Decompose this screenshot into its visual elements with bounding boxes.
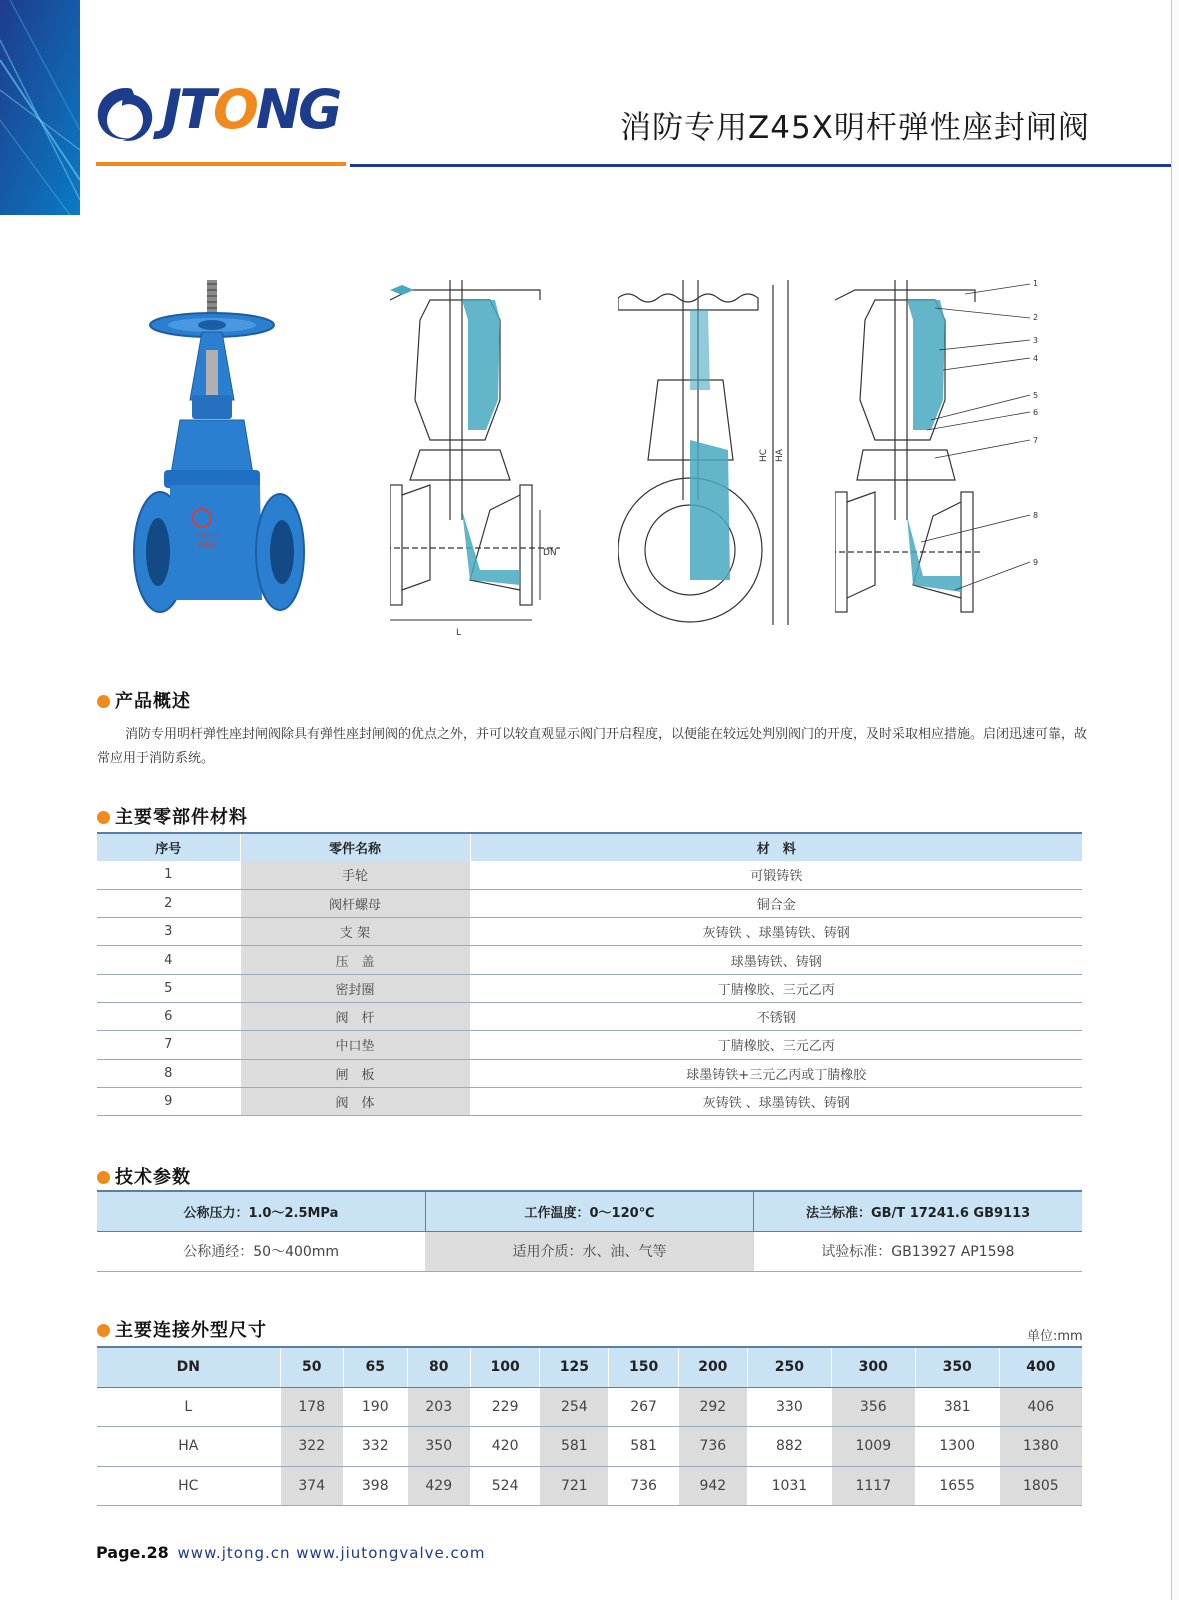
brand-wordmark: JTONG [162,78,340,141]
table-cell: 支 架 [240,918,470,946]
brand-underline [96,162,346,166]
table-cell: 4 [97,946,240,974]
table-cell: 406 [999,1387,1082,1427]
table-row [97,1059,1082,1087]
table-cell: 1380 [999,1427,1082,1467]
table-cell: 581 [540,1427,609,1467]
param-test-standard: 试验标准：GB13927 AP1598 [754,1231,1082,1271]
table-row [97,1087,1082,1115]
table-row [97,918,1082,946]
table-cell: 1009 [831,1427,915,1467]
dim-label-l: L [456,628,462,638]
table-cell: 7 [97,1031,240,1059]
table-row [97,861,1082,889]
table-cell: 闸 板 [240,1059,470,1087]
page-number: Page.28 [96,1543,169,1562]
table-header-row [97,1347,1082,1387]
table-cell: 350 [407,1427,471,1467]
table-cell: 球墨铸铁、铸钢 [470,946,1082,974]
table-cell: 581 [609,1427,678,1467]
table-cell: 190 [344,1387,408,1427]
table-cell: 398 [344,1466,408,1506]
tech-section-title: 技术参数 [97,1163,191,1189]
table-row [97,1466,1082,1506]
table-cell: 压 盖 [240,946,470,974]
page-title: 消防专用Z45X明杆弹性座封闸阀 [620,110,1090,146]
dim-label-ha: HA [775,449,785,462]
table-cell: 铜合金 [470,889,1082,917]
table-cell: 阀 体 [240,1087,470,1115]
param-nominal-bore: 公称通经：50～400mm [97,1231,425,1271]
table-cell: 5 [97,974,240,1002]
column-header: 350 [915,1347,999,1387]
valve-product-photo [130,280,305,640]
materials-table [97,832,1082,1116]
table-cell: 332 [344,1427,408,1467]
column-header: 80 [407,1347,471,1387]
part-callout-1: 1 [1033,280,1039,288]
table-cell: L [97,1387,280,1427]
table-cell: 736 [609,1466,678,1506]
table-cell: 不锈钢 [470,1002,1082,1030]
table-cell: 球墨铸铁+三元乙丙或丁腈橡胶 [470,1059,1082,1087]
part-callout-3: 3 [1033,336,1039,345]
column-header: 序号 [97,833,240,861]
valve-section-drawing [390,280,560,640]
table-cell: 322 [280,1427,344,1467]
table-cell: HA [97,1427,280,1467]
bullet-dot-icon [97,1171,110,1184]
tech-params-table [97,1190,1082,1272]
table-cell: 374 [280,1466,344,1506]
table-cell: 1655 [915,1466,999,1506]
valve-front-drawing [618,280,803,640]
valve-parts-drawing [835,280,1060,650]
corner-decoration [0,0,80,215]
table-cell: 420 [471,1427,540,1467]
table-cell: 254 [540,1387,609,1427]
table-row [97,1031,1082,1059]
param-pressure: 公称压力：1.0～2.5MPa [97,1191,425,1231]
photo-marking-pn: PN16 [198,541,217,549]
column-header: 250 [747,1347,831,1387]
table-cell: 阀 杆 [240,1002,470,1030]
table-row [97,889,1082,917]
column-header: 零件名称 [240,833,470,861]
part-callout-2: 2 [1033,313,1039,322]
page-footer [96,1543,486,1562]
dimensions-section-title: 主要连接外型尺寸 [97,1316,267,1342]
table-cell: 229 [471,1387,540,1427]
table-cell: 942 [678,1466,747,1506]
param-temperature: 工作温度：0～120℃ [425,1191,753,1231]
bullet-dot-icon [97,695,110,708]
table-cell: 1031 [747,1466,831,1506]
table-row [97,1427,1082,1467]
brand-logo [92,80,352,150]
table-row [97,974,1082,1002]
table-row [97,1387,1082,1427]
page-edge-strip [1171,0,1179,1600]
part-callout-6: 6 [1033,408,1039,417]
table-cell: 721 [540,1466,609,1506]
bullet-dot-icon [97,1324,110,1337]
table-cell: 灰铸铁 、球墨铸铁、铸钢 [470,1087,1082,1115]
bullet-dot-icon [97,811,110,824]
photo-marking-dn: DN100 [195,532,219,540]
table-header-row [97,833,1082,861]
table-cell: 882 [747,1427,831,1467]
column-header: DN [97,1347,280,1387]
overview-paragraph: 消防专用明杆弹性座封闸阀除具有弹性座封闸阀的优点之外，并可以较直观显示阀门开启程度，以便能在较远处判别阀门的开度，及时采取相应措施。启闭迅速可靠，故常应用于消防系统。 [97,727,1088,766]
table-cell: 9 [97,1087,240,1115]
materials-section-title: 主要零部件材料 [97,803,248,829]
table-cell: 灰铸铁 、球墨铸铁、铸钢 [470,918,1082,946]
dimensions-table [97,1346,1082,1506]
dim-label-dn: DN [543,548,557,558]
table-cell: 1300 [915,1427,999,1467]
param-flange-standard: 法兰标准：GB/T 17241.6 GB9113 [754,1191,1082,1231]
overview-section-title: 产品概述 [97,687,191,713]
table-cell: 524 [471,1466,540,1506]
table-cell: 6 [97,1002,240,1030]
table-cell: 736 [678,1427,747,1467]
column-header: 65 [344,1347,408,1387]
table-cell: 381 [915,1387,999,1427]
table-cell: 手轮 [240,861,470,889]
column-header: 材 料 [470,833,1082,861]
table-cell: 阀杆螺母 [240,889,470,917]
column-header: 50 [280,1347,344,1387]
table-cell: 178 [280,1387,344,1427]
brand-swirl-icon [92,82,160,148]
table-cell: 2 [97,889,240,917]
param-medium: 适用介质：水、油、气等 [425,1231,753,1271]
website-links: www.jtong.cn www.jiutongvalve.com [177,1544,486,1562]
table-cell: 1 [97,861,240,889]
table-row [97,1002,1082,1030]
table-cell: 丁腈橡胶、三元乙丙 [470,974,1082,1002]
table-row [97,1231,1082,1271]
part-callout-4: 4 [1033,354,1039,363]
unit-label: 单位:mm [1027,1329,1083,1344]
dim-label-hc: HC [759,448,769,462]
table-cell: 203 [407,1387,471,1427]
part-callout-7: 7 [1033,436,1039,445]
table-cell: 丁腈橡胶、三元乙丙 [470,1031,1082,1059]
column-header: 125 [540,1347,609,1387]
table-cell: 1805 [999,1466,1082,1506]
column-header: 300 [831,1347,915,1387]
table-cell: 可锻铸铁 [470,861,1082,889]
table-row [97,946,1082,974]
table-cell: 3 [97,918,240,946]
column-header: 150 [609,1347,678,1387]
table-cell: 密封圈 [240,974,470,1002]
column-header: 100 [471,1347,540,1387]
table-cell: 429 [407,1466,471,1506]
table-cell: 330 [747,1387,831,1427]
column-header: 200 [678,1347,747,1387]
part-callout-8: 8 [1033,511,1039,520]
table-cell: 356 [831,1387,915,1427]
table-cell: 267 [609,1387,678,1427]
column-header: 400 [999,1347,1082,1387]
part-callout-9: 9 [1033,558,1039,567]
table-cell: 中口垫 [240,1031,470,1059]
table-cell: 8 [97,1059,240,1087]
table-header-row [97,1191,1082,1231]
table-cell: 1117 [831,1466,915,1506]
header-rule [350,164,1179,167]
table-cell: HC [97,1466,280,1506]
table-cell: 292 [678,1387,747,1427]
part-callout-5: 5 [1033,391,1039,400]
